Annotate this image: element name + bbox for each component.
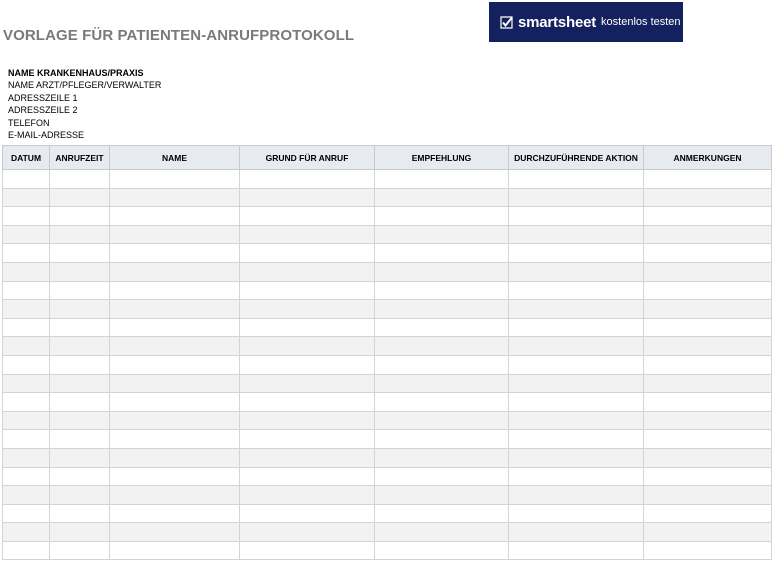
table-cell[interactable] [110, 244, 240, 263]
table-cell[interactable] [3, 504, 50, 523]
table-cell[interactable] [50, 170, 110, 189]
table-row [3, 225, 772, 244]
table-cell[interactable] [50, 188, 110, 207]
table-cell[interactable] [3, 225, 50, 244]
table-cell[interactable] [240, 337, 375, 356]
table-cell[interactable] [509, 244, 644, 263]
table-cell[interactable] [644, 393, 772, 412]
table-cell[interactable] [509, 170, 644, 189]
table-cell[interactable] [509, 411, 644, 430]
table-cell[interactable] [240, 467, 375, 486]
table-cell[interactable] [50, 300, 110, 319]
info-email: E-MAIL-ADRESSE [8, 130, 85, 141]
table-cell[interactable] [240, 393, 375, 412]
table-cell[interactable] [50, 281, 110, 300]
table-row [3, 523, 772, 542]
table-cell[interactable] [375, 300, 509, 319]
table-cell[interactable] [3, 486, 50, 505]
table-cell[interactable] [509, 262, 644, 281]
table-row [3, 541, 772, 560]
table-cell[interactable] [375, 374, 509, 393]
table-cell[interactable] [375, 225, 509, 244]
table-cell[interactable] [240, 318, 375, 337]
table-cell[interactable] [644, 504, 772, 523]
table-cell[interactable] [375, 170, 509, 189]
table-cell[interactable] [110, 486, 240, 505]
table-cell[interactable] [50, 374, 110, 393]
table-cell[interactable] [509, 207, 644, 226]
table-cell[interactable] [3, 262, 50, 281]
col-header-anmerkungen: ANMERKUNGEN [644, 146, 772, 170]
table-cell[interactable] [3, 541, 50, 560]
table-cell[interactable] [50, 523, 110, 542]
table-cell[interactable] [644, 355, 772, 374]
table-cell[interactable] [240, 523, 375, 542]
table-cell[interactable] [50, 318, 110, 337]
table-cell[interactable] [240, 281, 375, 300]
table-cell[interactable] [110, 337, 240, 356]
table-cell[interactable] [644, 467, 772, 486]
table-row [3, 504, 772, 523]
table-cell[interactable] [375, 244, 509, 263]
table-cell[interactable] [240, 504, 375, 523]
table-cell[interactable] [644, 541, 772, 560]
info-address-2: ADRESSZEILE 2 [8, 105, 78, 116]
table-row [3, 355, 772, 374]
table-cell[interactable] [50, 430, 110, 449]
table-cell[interactable] [3, 207, 50, 226]
table-header-row [3, 146, 772, 170]
table-cell[interactable] [3, 188, 50, 207]
table-cell[interactable] [240, 448, 375, 467]
table-cell[interactable] [50, 411, 110, 430]
table-cell[interactable] [50, 393, 110, 412]
table-row [3, 337, 772, 356]
table-cell[interactable] [644, 262, 772, 281]
table-cell[interactable] [50, 448, 110, 467]
table-row [3, 467, 772, 486]
table-cell[interactable] [3, 337, 50, 356]
table-cell[interactable] [375, 393, 509, 412]
table-cell[interactable] [110, 393, 240, 412]
table-cell[interactable] [3, 411, 50, 430]
table-cell[interactable] [110, 541, 240, 560]
info-hospital-name: NAME KRANKENHAUS/PRAXIS [8, 68, 144, 78]
table-cell[interactable] [375, 281, 509, 300]
table-cell[interactable] [50, 337, 110, 356]
table-cell[interactable] [644, 281, 772, 300]
table-cell[interactable] [644, 300, 772, 319]
table-cell[interactable] [240, 244, 375, 263]
table-cell[interactable] [644, 337, 772, 356]
table-cell[interactable] [240, 541, 375, 560]
table-cell[interactable] [375, 486, 509, 505]
table-cell[interactable] [50, 467, 110, 486]
table-cell[interactable] [3, 281, 50, 300]
smartsheet-trial-banner[interactable] [489, 2, 683, 42]
table-cell[interactable] [3, 318, 50, 337]
table-cell[interactable] [509, 225, 644, 244]
table-cell[interactable] [644, 225, 772, 244]
table-cell[interactable] [110, 411, 240, 430]
table-cell[interactable] [3, 355, 50, 374]
table-cell[interactable] [110, 300, 240, 319]
table-body [3, 170, 772, 560]
table-row [3, 318, 772, 337]
table-cell[interactable] [644, 374, 772, 393]
table-row [3, 262, 772, 281]
table-cell[interactable] [509, 430, 644, 449]
table-cell[interactable] [509, 523, 644, 542]
table-cell[interactable] [644, 430, 772, 449]
table-cell[interactable] [110, 430, 240, 449]
table-cell[interactable] [375, 523, 509, 542]
table-cell[interactable] [509, 188, 644, 207]
table-cell[interactable] [3, 393, 50, 412]
table-row [3, 393, 772, 412]
table-cell[interactable] [509, 318, 644, 337]
table-cell[interactable] [509, 281, 644, 300]
table-cell[interactable] [50, 207, 110, 226]
practice-info-block [8, 67, 161, 141]
table-cell[interactable] [110, 523, 240, 542]
table-cell[interactable] [3, 430, 50, 449]
table-cell[interactable] [375, 467, 509, 486]
page-title: VORLAGE FÜR PATIENTEN-ANRUFPROTOKOLL [3, 27, 355, 44]
table-cell[interactable] [50, 262, 110, 281]
table-cell[interactable] [509, 504, 644, 523]
table-cell[interactable] [110, 467, 240, 486]
table-cell[interactable] [110, 170, 240, 189]
table-cell[interactable] [110, 318, 240, 337]
table-cell[interactable] [644, 188, 772, 207]
table-cell[interactable] [240, 430, 375, 449]
table-cell[interactable] [644, 523, 772, 542]
table-cell[interactable] [375, 411, 509, 430]
table-cell[interactable] [644, 170, 772, 189]
table-cell[interactable] [50, 504, 110, 523]
info-address-1: ADRESSZEILE 1 [8, 92, 78, 103]
table-row [3, 170, 772, 189]
table-cell[interactable] [3, 467, 50, 486]
table-cell[interactable] [110, 504, 240, 523]
table-row [3, 430, 772, 449]
col-header-aktion: DURCHZUFÜHRENDE AKTION [509, 146, 644, 170]
table-cell[interactable] [240, 374, 375, 393]
table-cell[interactable] [644, 486, 772, 505]
table-cell[interactable] [50, 541, 110, 560]
table-row [3, 207, 772, 226]
table-cell[interactable] [110, 374, 240, 393]
table-row [3, 244, 772, 263]
table-cell[interactable] [3, 448, 50, 467]
table-cell[interactable] [644, 448, 772, 467]
table-cell[interactable] [375, 207, 509, 226]
table-cell[interactable] [240, 170, 375, 189]
table-row [3, 188, 772, 207]
table-cell[interactable] [509, 300, 644, 319]
table-cell[interactable] [509, 486, 644, 505]
table-cell[interactable] [110, 448, 240, 467]
table-cell[interactable] [509, 467, 644, 486]
table-row [3, 448, 772, 467]
banner-brand: smartsheet [518, 13, 597, 31]
table-cell[interactable] [110, 188, 240, 207]
table-cell[interactable] [375, 541, 509, 560]
table-cell[interactable] [110, 355, 240, 374]
col-header-anrufzeit: ANRUFZEIT [50, 146, 110, 170]
table-cell[interactable] [110, 281, 240, 300]
table-cell[interactable] [644, 411, 772, 430]
table-cell[interactable] [110, 262, 240, 281]
col-header-empfehlung: EMPFEHLUNG [375, 146, 509, 170]
table-cell[interactable] [375, 337, 509, 356]
check-icon [500, 16, 513, 29]
table-cell[interactable] [110, 225, 240, 244]
table-cell[interactable] [50, 225, 110, 244]
table-cell[interactable] [509, 541, 644, 560]
table-cell[interactable] [644, 318, 772, 337]
info-phone: TELEFON [8, 117, 50, 128]
table-cell[interactable] [644, 244, 772, 263]
table-cell[interactable] [375, 262, 509, 281]
table-cell[interactable] [50, 486, 110, 505]
table-cell[interactable] [3, 170, 50, 189]
table-cell[interactable] [375, 318, 509, 337]
table-cell[interactable] [240, 225, 375, 244]
table-cell[interactable] [375, 355, 509, 374]
banner-cta: kostenlos testen [601, 16, 681, 28]
table-cell[interactable] [3, 374, 50, 393]
table-cell[interactable] [509, 337, 644, 356]
table-cell[interactable] [3, 523, 50, 542]
col-header-name: NAME [110, 146, 240, 170]
table-cell[interactable] [240, 262, 375, 281]
table-row [3, 486, 772, 505]
call-log-table [2, 145, 772, 560]
table-cell[interactable] [3, 300, 50, 319]
table-cell[interactable] [3, 244, 50, 263]
table-cell[interactable] [509, 355, 644, 374]
table-row [3, 411, 772, 430]
table-cell[interactable] [240, 355, 375, 374]
table-row [3, 281, 772, 300]
col-header-datum: DATUM [3, 146, 50, 170]
table-cell[interactable] [509, 448, 644, 467]
table-cell[interactable] [240, 300, 375, 319]
table-cell[interactable] [375, 430, 509, 449]
table-cell[interactable] [509, 374, 644, 393]
table-cell[interactable] [509, 393, 644, 412]
table-row [3, 374, 772, 393]
table-cell[interactable] [240, 486, 375, 505]
table-cell[interactable] [240, 411, 375, 430]
col-header-grund: GRUND FÜR ANRUF [240, 146, 375, 170]
table-cell[interactable] [50, 355, 110, 374]
table-cell[interactable] [240, 188, 375, 207]
table-row [3, 300, 772, 319]
table-cell[interactable] [240, 207, 375, 226]
info-physician-name: NAME ARZT/PFLEGER/VERWALTER [8, 80, 162, 91]
table-cell[interactable] [50, 244, 110, 263]
table-cell[interactable] [644, 207, 772, 226]
table-cell[interactable] [110, 207, 240, 226]
table-cell[interactable] [375, 188, 509, 207]
table-cell[interactable] [375, 448, 509, 467]
table-cell[interactable] [375, 504, 509, 523]
